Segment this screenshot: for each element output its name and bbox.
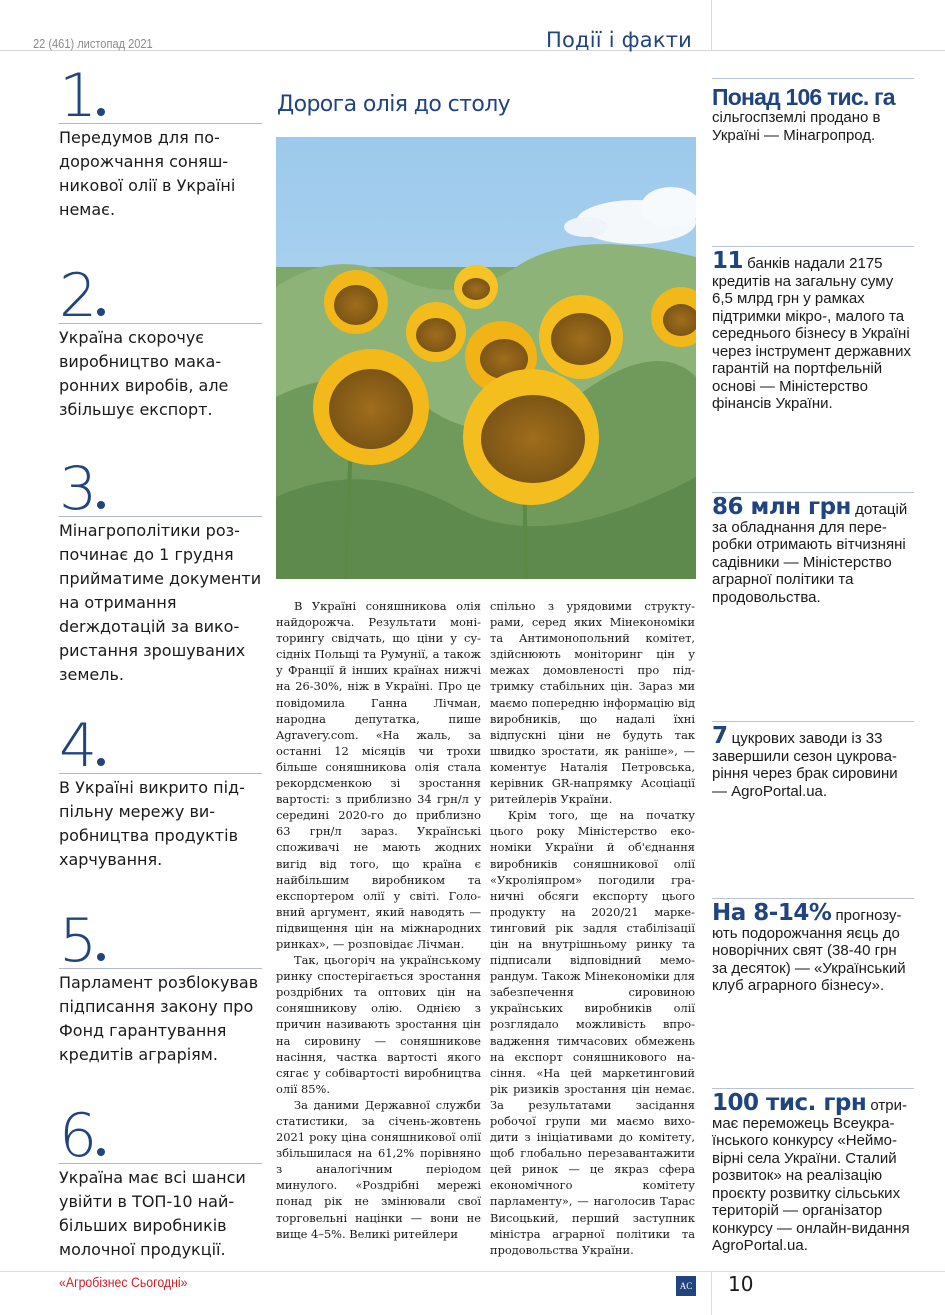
divider xyxy=(712,1088,914,1089)
news-item-6 xyxy=(59,1101,262,1262)
fact-highlight: Понад 106 тис. га xyxy=(712,84,895,110)
news-number: 4 xyxy=(59,720,262,772)
divider xyxy=(712,492,914,493)
news-item-4 xyxy=(59,711,262,872)
fact-item-2 xyxy=(712,246,914,413)
publication-logo-icon: AC xyxy=(676,1276,696,1296)
fact-text: сільгоспземлі продано в Україні — Мінагропрод. xyxy=(712,109,881,144)
page-number: 10 xyxy=(728,1272,754,1296)
fact-text: отримає переможець Всеукраїнського конкурсу «Неймовірні села України. Сталий розвиток» на реалізацію проєкту розвитку сільських територій — організатор конкурсу — онлайн-видання AgroPortal.ua. xyxy=(712,1097,910,1254)
article-title: Дорога олія до столу xyxy=(277,92,511,117)
publication-name: «Агробізнес Сьогодні» xyxy=(59,1274,188,1290)
article-paragraph: спільно з урядовими структурами, серед яких Мінекономіки та Антимонопольний комітет, здійснюють моніторинг цін у межах домовленості про підтримку стабільних цін. Зараз ми маємо попередню інформацію від виробників, що надалі їхні відпускні ціни не будуть так швидко зростати, як раніше», — коментує Наталія Петровська, керівник GR-напрямку Асоціації ритейлерів України. xyxy=(490,599,695,807)
fact-highlight: 100 тис. грн xyxy=(712,1090,867,1116)
news-number: 6 xyxy=(59,1110,262,1162)
news-text: Парламент розбloкував підписання закону про Фонд гарантування кредитів аграріям. xyxy=(59,973,259,1064)
fact-item-4 xyxy=(712,721,914,800)
divider xyxy=(712,78,914,79)
footer-rule xyxy=(0,1271,945,1272)
fact-item-6 xyxy=(712,1088,914,1255)
news-text: Україна має всі шанси увійти в ТОП-10 найбільших виробників молочної продукції. xyxy=(59,1168,246,1259)
divider xyxy=(712,721,914,722)
news-number: 2 xyxy=(59,270,262,322)
header-divider-vertical xyxy=(711,0,712,50)
news-number: 5 xyxy=(59,915,262,967)
fact-highlight: 86 млн грн xyxy=(712,494,851,520)
fact-text: дотацій за обладнання для переробки отримають вітчизняні садівники — Міністерство аграрної політики та продовольства. xyxy=(712,501,908,606)
fact-item-1 xyxy=(712,78,914,144)
divider xyxy=(712,246,914,247)
news-text: Передумов для подорожчання соняшникової олії в Україні немає. xyxy=(59,128,236,219)
fact-item-3 xyxy=(712,492,914,606)
news-item-5 xyxy=(59,906,262,1067)
article-paragraph: В Україні соняшникова олія найдорожча. Результати моніторингу свідчать, що ціни у сусідніх Польщі та Румунії, а також у Франції й інших країнах нижчі на 26-30%, ніж в Україні. Про це повідомила Ганна Лічман, народна депутатка, пише Agravery.com. «На жаль, за останні 12 місяців чи трохи більше соняшникова олія стала рекордсменкою зі зростання вартості: з приблизно 34 грн/л у середині 2020-го до приблизно 63 грн/л зараз. Українські споживачі не мають жодних вигід від того, що країна є найбільшим виробником та експортером олії у світі. Головний аргумент, який наводять — підвищення цін на міжнародних ринках», — розповідає Лічман. xyxy=(276,599,481,951)
news-item-2 xyxy=(59,261,262,422)
news-number: 1 xyxy=(59,70,262,122)
fact-highlight: На 8-14% xyxy=(712,900,832,926)
article-paragraph: За даними Державної служби статистики, за січень-жовтень 2021 року ціна соняшникової олії збільшилася на 61,2% порівняно з аналогічним періодом минулого. «Роздрібні мережі понад рік не змінювали свої торговельні націнки — вони не вище 4–5%. Великі ритейлери xyxy=(276,1097,481,1241)
divider xyxy=(712,898,914,899)
fact-text: банків надали 2175 кредитів на загальну суму 6,5 млрд грн у рамках підтримки мікро-, малого та середнього бізнесу в Україні через інструмент державних гарантій на портфельній основі — Міністерство фінансів України. xyxy=(712,255,911,412)
fact-text: прогнозують подорожчання яєць до новорічних свят (38-40 грн за десяток) — «Український клуб аграрного бізнесу». xyxy=(712,907,906,994)
article-paragraph: Так, цьогоріч на українському ринку спостерігається зростання роздрібних та оптових цін на соняшникову олію. Однією з причин називають зростання цін на сировину — соняшникове насіння, частка вартості якого сягає у собівартості виробництва олії 85%. xyxy=(276,953,481,1096)
fact-highlight: 11 xyxy=(712,248,744,274)
footer-divider-vertical xyxy=(711,1271,712,1315)
news-item-1 xyxy=(59,61,262,222)
news-text: В Україні викрито підпільну мережу виробництва продуктів харчування. xyxy=(59,778,245,869)
article-paragraph: Крім того, ще на початку цього року Міністерство економіки України й об'єднання виробників соняшникової олії «Укроліяпром» погодили граничні обсяги експорту цього продукту на 2020/21 маркетинговий рік задля стабілізації цін на внутрішньому ринку та підписали відповідний меморандум. Також Мінекономіки для забезпечення сировиною українських виробників олії розглядало можливість впровадження тимчасових обмежень на експорт соняшникового насіння. «На цей маркетинговий рік ризиків зростання цін немає. За результатами засідання робочої групи ми маємо виходити з ініціативами до комітету, щоб глобально перезавантажити цей ринок — це якраз сфера економічного комітету парламенту», — наголосив Тарас Висоцький, перший заступник міністра аграрної політики та продовольства України. xyxy=(490,808,695,1257)
sunflower-photo xyxy=(276,137,696,579)
news-number: 3 xyxy=(59,463,262,515)
news-item-3 xyxy=(59,454,262,687)
news-text: Мінагрополітики розпочинає до 1 грудня прийматиме документи на отримання derждотацій за використання зрошуваних земель. xyxy=(59,521,262,684)
issue-info: 22 (461) листопад 2021 xyxy=(33,36,153,51)
news-text: Україна скорочує виробництво макаронних виробів, але збільшує експорт. xyxy=(59,328,229,419)
article-column-2 xyxy=(490,598,695,1258)
fact-item-5 xyxy=(712,898,914,995)
section-title: Події і факти xyxy=(546,28,693,52)
article-column-1 xyxy=(276,598,481,1242)
fact-highlight: 7 xyxy=(712,723,728,749)
fact-text: цукрових заводи із 33 завершили сезон цукроваріння через брак сировини — AgroPortal.ua. xyxy=(712,730,898,800)
